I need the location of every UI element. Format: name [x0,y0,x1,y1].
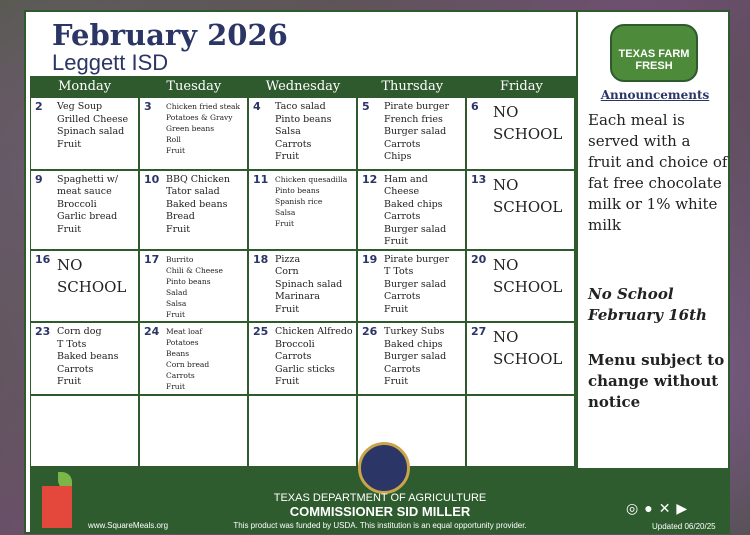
no-school-label: NO SCHOOL [493,175,563,216]
day-number: 11 [253,172,269,186]
menu-item: Chicken Alfredo [275,326,353,337]
menu-item: Pirate burger [384,101,450,112]
day-cell [31,251,140,324]
menu-item: Garlic sticks [275,363,335,375]
menu-item: T Tots [57,338,87,350]
menu-item: Broccoli [275,338,315,350]
menu-item: Pinto beans [275,113,332,125]
menu-item: Salsa [275,126,301,137]
menu-item: Potatoes [166,338,199,347]
day-cell [249,396,358,469]
day-number: 20 [471,252,487,266]
menu-item: Burger salad [384,278,447,290]
menu-item: Corn dog [57,326,102,337]
menu-item: Carrots [384,211,421,222]
day-number: 24 [144,325,160,338]
day-header-thursday: Thursday [381,79,444,94]
menu-item: Chicken quesadilla [275,174,348,184]
menu-item: Fruit [166,146,186,155]
menu-item: Broccoli [57,198,97,210]
day-cell [249,171,358,251]
day-number: 18 [253,252,269,266]
menu-item: Chicken fried steak [166,102,241,111]
menu-calendar [24,10,730,534]
menu-item: Fruit [166,309,186,319]
social-icons [626,500,693,517]
milk-announcement: Each meal is served with a fruit and choice of fat free chocolate milk or 1% white milk [588,111,728,234]
updated-date: Updated 06/20/25 [652,522,716,531]
menu-item: Pinto beans [275,185,320,195]
commissioner-name: COMMISSIONER SID MILLER [289,504,471,519]
day-cell [467,98,576,171]
menu-item: Fruit [275,151,300,162]
announcements-panel [576,12,730,468]
menu-item: Salsa [166,298,187,308]
menu-item: Grilled Cheese [57,113,129,125]
menu-item: Baked chips [384,338,443,350]
day-cell [140,171,249,251]
day-number: 5 [362,100,370,113]
day-number: 17 [144,252,160,266]
menu-item: Spaghetti w/ [57,173,119,185]
menu-item: Meat loaf [166,327,203,336]
menu-item: Fruit [57,138,82,150]
menu-item: Carrots [384,363,421,375]
menu-item: Pirate burger [384,253,450,265]
day-cell [358,323,467,396]
day-header-tuesday: Tuesday [166,79,222,94]
day-cell [31,396,140,469]
menu-item: Spinach salad [275,278,343,290]
tda-seal-icon [358,442,410,494]
menu-item: Fruit [384,236,409,247]
menu-item: Chili & Cheese [166,265,223,275]
menu-item: Fruit [275,303,300,315]
menu-item: BBQ Chicken [166,173,231,185]
day-cell [140,98,249,171]
menu-item: Beans [166,349,190,358]
day-cell [31,171,140,251]
menu-item: Bread [166,211,195,222]
menu-item: Turkey Subs [384,326,445,337]
texas-farm-fresh-logo: TEXAS FARM FRESH [610,24,698,82]
menu-item: Corn [275,266,299,277]
menu-item: Burger salad [384,223,447,235]
no-school-note: No School February 16th [588,285,707,324]
menu-item: Burger salad [384,126,447,137]
day-number: 10 [144,172,160,186]
no-school-label: NO SCHOOL [493,328,563,368]
day-cell [249,323,358,396]
day-number: 9 [35,172,43,186]
day-number: 3 [144,100,152,113]
menu-item: Carrots [384,291,421,302]
day-cell [31,98,140,171]
day-number: 16 [35,252,51,266]
day-cell [31,323,140,396]
menu-item: Corn bread [166,360,210,369]
youtube-icon[interactable]: ▶ [676,500,694,516]
day-number: 4 [253,100,261,113]
footer [30,468,730,534]
menu-item: Fruit [275,376,300,387]
announcements-heading: Announcements [600,88,710,102]
menu-change-note: Menu subject to change without notice [588,351,725,411]
menu-item: French fries [384,113,443,125]
menu-item: T Tots [384,266,414,277]
menu-item: Carrots [166,371,195,380]
menu-item: Fruit [57,223,82,235]
day-number: 12 [362,172,378,186]
menu-item: Tator salad [166,186,220,197]
day-cell [467,396,576,469]
no-school-label: NO SCHOOL [57,255,127,296]
menu-item: Chips [384,151,412,162]
facebook-icon[interactable]: ● [644,500,659,516]
menu-item: Taco salad [275,101,326,112]
menu-item: Fruit [57,376,82,387]
instagram-icon[interactable]: ◎ [626,500,645,516]
menu-item: Veg Soup [57,101,103,112]
day-cell [140,396,249,469]
page-title: February 2026 [52,18,288,52]
menu-item: Ham and Cheese [384,173,428,197]
day-cell [467,171,576,251]
no-school-label: NO SCHOOL [493,103,563,143]
menu-item: Burger salad [384,351,447,362]
day-number: 27 [471,325,487,338]
menu-item: Potatoes & Gravy [166,113,233,122]
no-school-label: NO SCHOOL [493,255,563,296]
day-cell [140,323,249,396]
day-cell [249,98,358,171]
day-number: 25 [253,325,269,338]
day-cell [358,98,467,171]
day-cell [358,251,467,324]
menu-item: Baked beans [166,198,228,210]
menu-item: Pizza [275,253,301,265]
menu-item: Carrots [275,351,312,362]
menu-item: Spanish rice [275,196,323,206]
menu-item: Spinach salad [57,126,125,137]
website-link[interactable]: www.SquareMeals.org [88,521,169,530]
menu-item: Carrots [384,138,421,150]
weekday-header [30,76,576,98]
menu-item: Burrito [166,254,194,264]
menu-item: Carrots [57,363,94,375]
menu-item: Roll [166,135,181,144]
day-number: 2 [35,100,43,113]
menu-item: Salsa [275,207,296,217]
day-cell [140,251,249,324]
menu-item: Pinto beans [166,276,211,286]
x-icon[interactable]: ✕ [658,500,677,516]
menu-item: Carrots [275,138,312,150]
menu-item: Garlic bread [57,211,118,222]
day-number: 26 [362,325,378,338]
menu-item: Fruit [384,376,409,387]
day-cell [358,171,467,251]
menu-item: Salad [166,287,188,297]
menu-item: Fruit [166,382,186,391]
day-header-monday: Monday [58,79,112,94]
day-cell [467,323,576,396]
menu-item: Fruit [275,218,295,228]
day-number: 23 [35,325,51,338]
menu-item: meat sauce [57,186,112,197]
day-cell [249,251,358,324]
day-header-friday: Friday [500,79,543,94]
day-cell [467,251,576,324]
day-number: 6 [471,100,479,113]
menu-item: Fruit [384,303,409,315]
department-name: TEXAS DEPARTMENT OF AGRICULTURE [273,492,487,504]
calendar-grid [30,98,576,468]
menu-item: Fruit [166,223,191,235]
funding-statement: This product was funded by USDA. This institution is an equal opportunity provider. [233,521,527,530]
day-header-wednesday: Wednesday [265,79,341,94]
menu-item: Baked beans [57,351,119,362]
day-number: 13 [471,172,487,186]
district-name: Leggett ISD [52,50,169,75]
menu-item: Green beans [166,124,215,133]
day-number: 19 [362,252,378,266]
menu-item: Marinara [275,291,320,302]
menu-item: Baked chips [384,198,443,210]
